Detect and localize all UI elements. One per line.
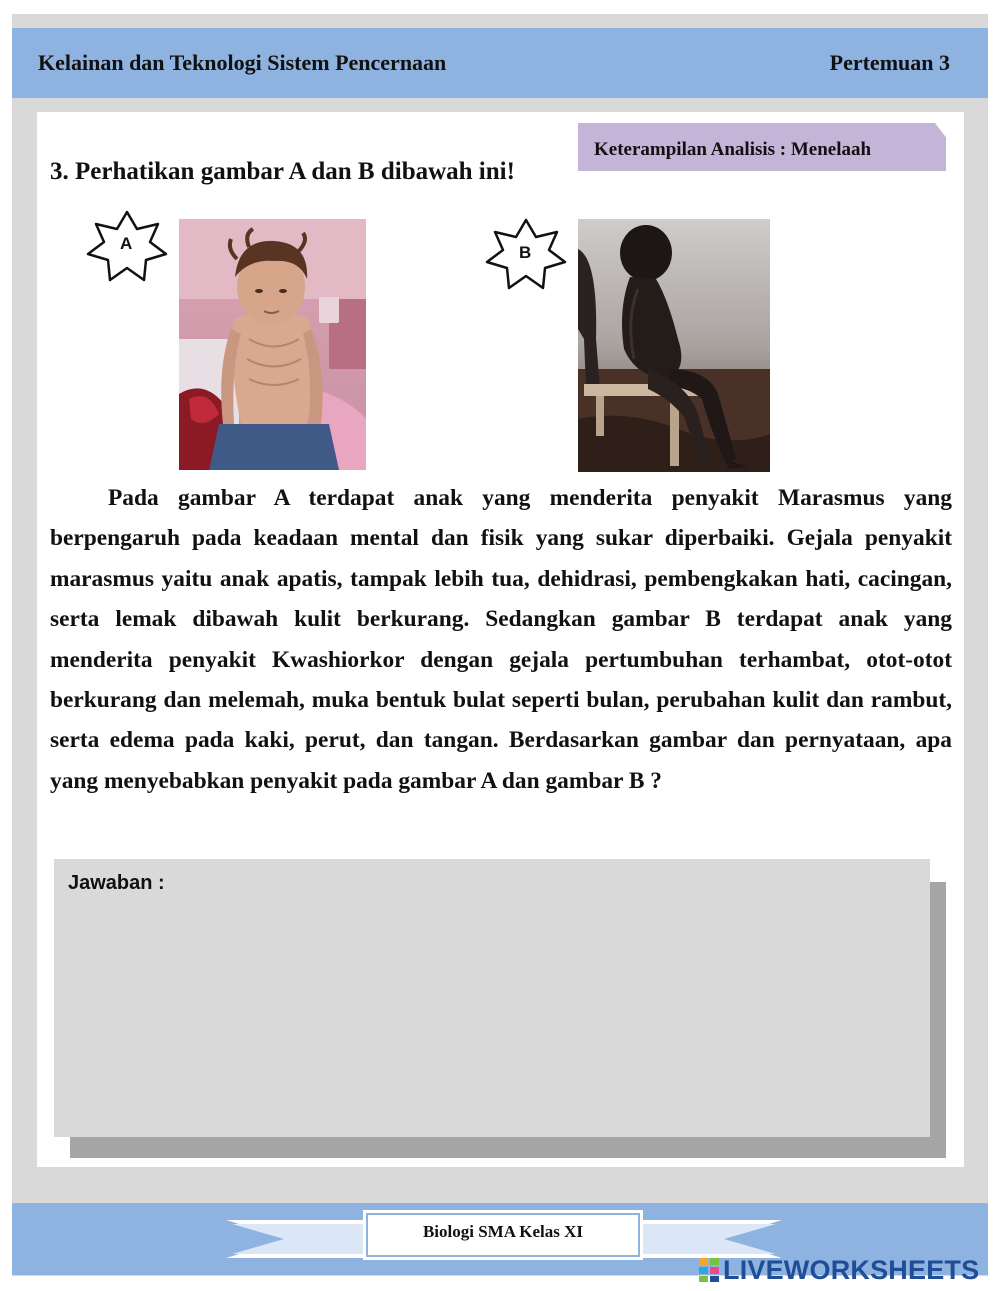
answer-label: Jawaban : (68, 872, 165, 894)
answer-box[interactable] (54, 859, 930, 1137)
brand-logo-icon (698, 1257, 720, 1283)
figure-b-photo (578, 219, 770, 472)
question-paragraph: Pada gambar A terdapat anak yang menderita penyakit Marasmus yang berpengaruh pada keadaan mental dan fisik yang sukar diperbaiki. Gejala penyakit marasmus yaitu anak apatis, tampak lebih tua, dehidrasi, pembengkakan hati, cacingan, serta lemak dibawah kulit berkurang. Sedangkan gambar B terdapat anak yang menderita penyakit Kwashiorkor dengan gejala pertumbuhan terhambat, otot-otot berkurang dan melemah, muka bentuk bulat seperti bulan, perubahan kulit dan rambut, serta edema pada kaki, perut, dan tangan. Berdasarkan gambar dan pernyataan, apa yang menyebabkan penyakit pada gambar A dan gambar B ? (50, 485, 952, 794)
header-meeting: Pertemuan 3 (829, 50, 950, 75)
brand-watermark (698, 1255, 979, 1285)
figure-a-letter: A (120, 234, 133, 253)
skill-badge-label: Keterampilan Analisis : Menelaah (594, 139, 872, 160)
figure-a-photo (179, 219, 366, 470)
header-title: Kelainan dan Teknologi Sistem Pencernaan (38, 50, 447, 75)
footer-label: Biologi SMA Kelas XI (422, 1222, 584, 1241)
question-title: 3. Perhatikan gambar A dan B dibawah ini! (50, 158, 515, 185)
figure-b-letter: B (519, 243, 532, 262)
brand-name: LIVEWORKSHEETS (723, 1254, 980, 1285)
